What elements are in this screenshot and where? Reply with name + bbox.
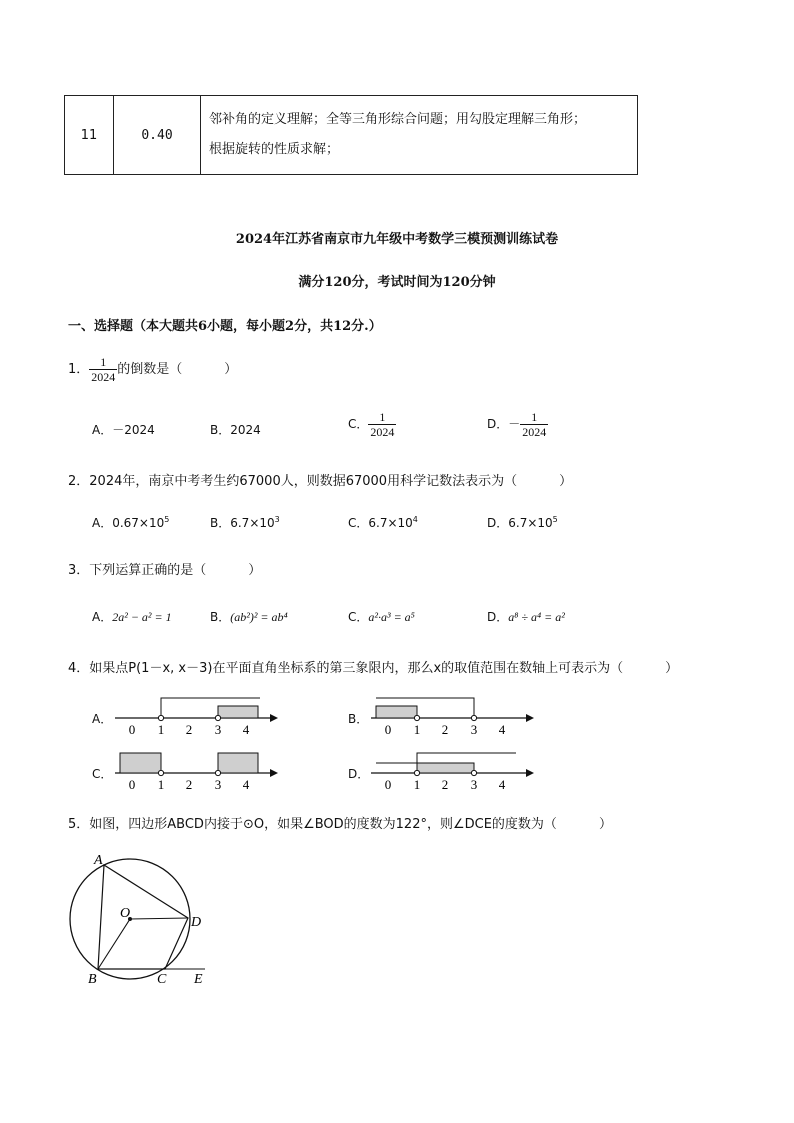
q3-option-c-label: C． (348, 610, 369, 624)
knowledge-points-line2: 根据旋转的性质求解； (209, 142, 340, 157)
q4-option-c-label[interactable]: C． (92, 767, 113, 781)
tick-4: 4 (498, 722, 506, 737)
tick-4: 4 (242, 722, 250, 737)
q2-option-a[interactable] (92, 514, 169, 531)
q4-close: ） (665, 661, 679, 676)
q2-option-c-exp: 4 (412, 515, 418, 524)
tick-3: 3 (214, 722, 222, 737)
tick-0: 0 (384, 722, 392, 737)
tick-4: 4 (498, 777, 506, 792)
tick-2: 2 (441, 777, 449, 792)
knowledge-points-cell (201, 96, 638, 175)
q2-option-d-exp: 5 (552, 515, 558, 524)
q1-option-a[interactable]: A．－2024 (92, 423, 155, 437)
q5-circle-diagram (60, 845, 220, 995)
q2-option-b-text: B．6.7×10 (210, 516, 275, 530)
q4-option-a-label[interactable]: A． (92, 712, 113, 726)
question-5 (68, 813, 718, 832)
q5-close: ） (598, 817, 612, 832)
question-3 (68, 559, 261, 578)
q4-option-a-numberline[interactable] (110, 690, 280, 740)
q2-option-a-exp: 5 (164, 515, 170, 524)
q1-frac-den: 2024 (91, 370, 116, 384)
tick-2: 2 (185, 777, 193, 792)
q1-option-d-num: 1 (531, 410, 538, 424)
q3-text: 3．下列运算正确的是（ (68, 563, 207, 578)
q3-option-d[interactable] (487, 608, 565, 625)
q4-option-d-label[interactable]: D． (348, 767, 370, 781)
q1-option-d-label: D． (487, 417, 509, 431)
tick-4: 4 (242, 777, 250, 792)
q1-option-d-den: 2024 (522, 425, 547, 439)
tick-0: 0 (128, 722, 136, 737)
q2-option-b[interactable] (210, 514, 280, 531)
q1-option-d[interactable] (487, 410, 548, 439)
section-heading: 一、选择题（本大题共6小题，每小题2分，共12分.） (68, 319, 382, 334)
page-title: 2024年江苏省南京市九年级中考数学三模预测训练试卷 (235, 232, 559, 247)
q1-option-c-den: 2024 (370, 425, 395, 439)
label-b: B (88, 972, 97, 987)
q4-option-c-numberline[interactable] (110, 745, 280, 795)
page-subtitle: 满分120分，考试时间为120分钟 (298, 275, 496, 290)
question-4 (68, 657, 718, 676)
tick-3: 3 (470, 777, 478, 792)
q3-option-c-expr: a²·a³ = a⁵ (368, 610, 415, 624)
q2-option-c[interactable] (348, 514, 418, 531)
q2-close: ） (559, 474, 573, 489)
q5-text: 5．如图，四边形ABCD内接于⊙O，如果∠BOD的度数为122°，则∠DCE的度数为（ (68, 817, 557, 832)
q1-frac-num: 1 (100, 355, 107, 369)
q3-option-b[interactable] (210, 608, 288, 625)
tick-1: 1 (413, 777, 421, 792)
q1-close: ） (224, 362, 238, 377)
table-row (65, 96, 638, 175)
q2-text: 2．2024年，南京中考考生约67000人，则数据67000用科学记数法表示为（ (68, 474, 518, 489)
tick-1: 1 (157, 722, 165, 737)
label-c: C (157, 972, 167, 987)
label-o: O (120, 906, 131, 921)
q3-option-d-label: D． (487, 610, 509, 624)
q1-label: 1． (68, 362, 90, 377)
q2-option-c-text: C．6.7×10 (348, 516, 413, 530)
score-rate-cell: 0.40 (114, 96, 201, 175)
q3-option-b-expr: (ab²)² = ab⁴ (230, 610, 288, 624)
q3-option-b-label: B． (210, 610, 231, 624)
q1-text: 的倒数是（ (117, 362, 183, 377)
q3-option-a-expr: 2a² − a² = 1 (112, 610, 172, 624)
q1-option-c-num: 1 (379, 410, 386, 424)
q3-option-a-label: A． (92, 610, 113, 624)
tick-0: 0 (128, 777, 136, 792)
tick-0: 0 (384, 777, 392, 792)
q3-option-d-expr: a⁸ ÷ a⁴ = a² (508, 610, 565, 624)
tick-1: 1 (413, 722, 421, 737)
label-a: A (94, 853, 103, 868)
knowledge-points-line1: 邻补角的定义理解；全等三角形综合问题；用勾股定理解三角形； (209, 112, 587, 127)
tick-2: 2 (185, 722, 193, 737)
q2-option-d[interactable] (487, 514, 558, 531)
label-e: E (194, 972, 203, 987)
tick-2: 2 (441, 722, 449, 737)
q1-option-c-label: C． (348, 417, 369, 431)
q3-option-a[interactable] (92, 608, 172, 625)
q3-option-c[interactable] (348, 608, 415, 625)
q2-option-d-text: D．6.7×10 (487, 516, 553, 530)
label-d: D (191, 915, 202, 930)
tick-3: 3 (470, 722, 478, 737)
knowledge-table (64, 95, 638, 175)
tick-1: 1 (157, 777, 165, 792)
q1-option-c[interactable] (348, 410, 396, 439)
question-1 (68, 355, 237, 384)
question-2 (68, 470, 572, 489)
q1-option-d-sign: － (508, 417, 521, 431)
q2-option-a-text: A．0.67×10 (92, 516, 165, 530)
q4-option-b-numberline[interactable] (366, 690, 536, 740)
q1-option-b[interactable]: B．2024 (210, 423, 261, 437)
question-number-cell: 11 (65, 96, 114, 175)
q1-fraction (89, 355, 117, 384)
q4-text: 4．如果点P(1－x, x－3)在平面直角坐标系的第三象限内，那么x的取值范围在数轴上可表示为（ (68, 661, 624, 676)
q4-option-b-label[interactable]: B． (348, 712, 369, 726)
q3-close: ） (248, 563, 262, 578)
tick-3: 3 (214, 777, 222, 792)
q4-option-d-numberline[interactable] (366, 745, 536, 795)
q2-option-b-exp: 3 (274, 515, 280, 524)
